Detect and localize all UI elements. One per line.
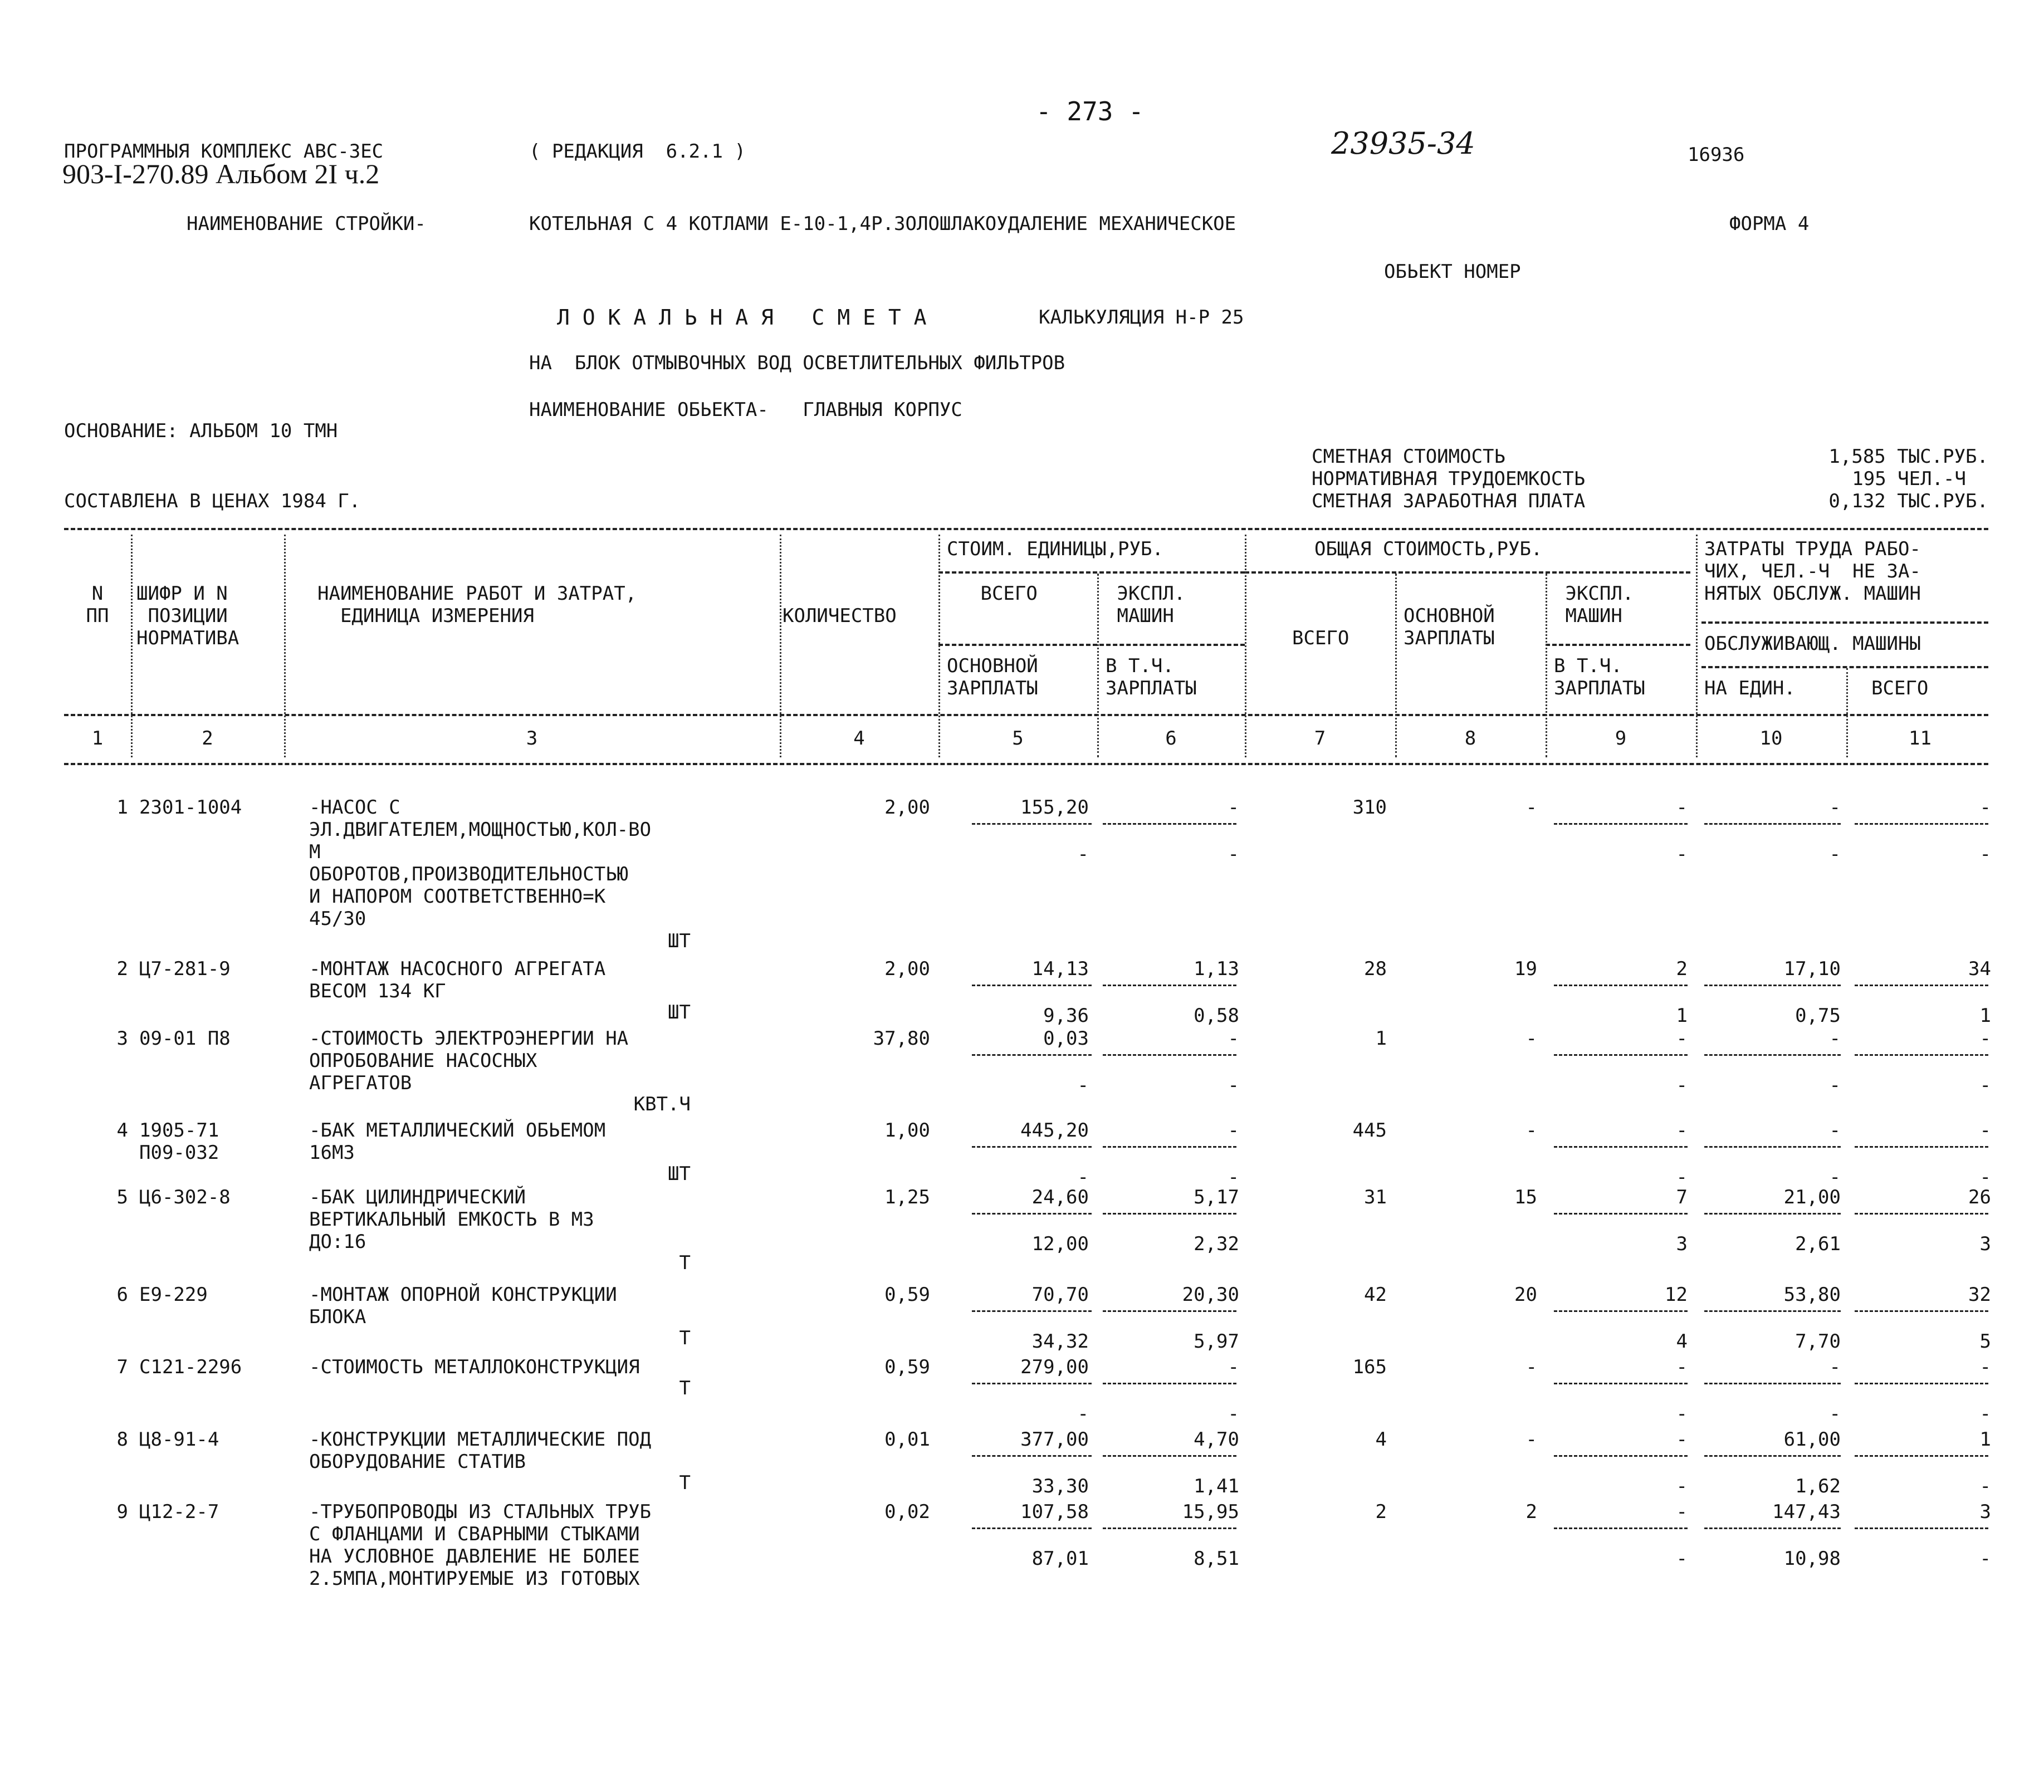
header-row-number: N ПП	[86, 582, 109, 627]
row-c8: 19	[1514, 958, 1537, 980]
row-unit: Т	[679, 1472, 691, 1494]
cell-underline	[1704, 1310, 1841, 1312]
row-c11b: 3	[1979, 1233, 1991, 1255]
row-c6: 1,13	[1194, 958, 1239, 980]
row-c7: 310	[1352, 796, 1387, 819]
row-unit: КВТ.Ч	[633, 1093, 691, 1115]
cell-underline	[1554, 1383, 1688, 1384]
cell-underline	[1855, 823, 1988, 825]
row-c5b: 9,36	[1043, 1005, 1089, 1027]
row-c11b: -	[1979, 843, 1991, 865]
row-c5b: 87,01	[1031, 1548, 1089, 1570]
row-number: 6	[116, 1284, 128, 1306]
row-number: 1	[116, 796, 128, 819]
row-unit: ШТ	[668, 930, 691, 952]
object-name: НАИМЕНОВАНИЕ ОБЬЕКТА- ГЛАВНЫЯ КОРПУС	[529, 399, 962, 421]
row-c5b: -	[1077, 1166, 1089, 1188]
row-c9b: -	[1676, 1548, 1688, 1570]
row-c9b: -	[1676, 1475, 1688, 1497]
document-id: 16936	[1688, 144, 1745, 166]
row-c6: 15,95	[1182, 1501, 1239, 1523]
row-c5: 445,20	[1020, 1119, 1089, 1142]
header-total-incl-wages: В Т.Ч. ЗАРПЛАТЫ	[1554, 655, 1645, 699]
cell-underline	[1554, 823, 1688, 825]
cell-underline	[1103, 1146, 1236, 1148]
row-c11b: -	[1979, 1475, 1991, 1497]
cell-underline	[1554, 1455, 1688, 1457]
row-code: Ц6-302-8	[139, 1186, 231, 1208]
row-c6b: -	[1228, 843, 1239, 865]
row-c5: 155,20	[1020, 796, 1089, 819]
row-c5b: -	[1077, 1074, 1089, 1096]
row-code: 09-01 П8	[139, 1027, 231, 1050]
row-c7: 42	[1364, 1284, 1387, 1306]
row-c11b: -	[1979, 1403, 1991, 1425]
table-top-rule	[64, 528, 1988, 530]
row-c7: 445	[1352, 1119, 1387, 1142]
header-labor-per-unit: НА ЕДИН.	[1704, 677, 1796, 699]
row-c10b: -	[1829, 1074, 1841, 1096]
row-c9: -	[1676, 1501, 1688, 1523]
row-c9: -	[1676, 796, 1688, 819]
row-c10b: 1,62	[1795, 1475, 1841, 1497]
header-unit-basic-wages: ОСНОВНОЙ ЗАРПЛАТЫ	[947, 655, 1038, 699]
row-c6: -	[1228, 796, 1239, 819]
cell-underline	[1704, 823, 1841, 825]
cell-underline	[1103, 1383, 1236, 1384]
row-work-name: -КОНСТРУКЦИИ МЕТАЛЛИЧЕСКИЕ ПОД ОБОРУДОВАНИЕ СТАТИВ	[309, 1428, 652, 1473]
cell-underline	[1855, 1213, 1988, 1215]
cell-underline	[1554, 1146, 1688, 1148]
row-c6: 5,17	[1194, 1186, 1239, 1208]
row-c7: 28	[1364, 958, 1387, 980]
row-c9: -	[1676, 1119, 1688, 1142]
row-c11: -	[1979, 796, 1991, 819]
header-total-basic-wages: ОСНОВНОЙ ЗАРПЛАТЫ	[1404, 605, 1495, 649]
row-c8: -	[1525, 1119, 1537, 1142]
row-c10: 53,80	[1783, 1284, 1841, 1306]
header-sub-rule	[938, 644, 1245, 646]
cell-underline	[972, 823, 1092, 825]
row-c10: 21,00	[1783, 1186, 1841, 1208]
row-quantity: 0,02	[884, 1501, 930, 1523]
row-c11b: -	[1979, 1074, 1991, 1096]
row-number: 5	[116, 1186, 128, 1208]
row-c5: 14,13	[1031, 958, 1089, 980]
row-c5b: -	[1077, 1403, 1089, 1425]
row-c10: -	[1829, 1119, 1841, 1142]
row-c11: -	[1979, 1356, 1991, 1378]
summary-value-wages: 0,132 ТЫС.РУБ.	[1828, 490, 1988, 512]
row-c9: 12	[1665, 1284, 1688, 1306]
column-separator	[1395, 574, 1397, 757]
row-c9: -	[1676, 1428, 1688, 1451]
row-c11: 3	[1979, 1501, 1991, 1523]
row-number: 4	[116, 1119, 128, 1142]
row-c9b: -	[1676, 1166, 1688, 1188]
row-c6b: 5,97	[1194, 1330, 1239, 1353]
row-quantity: 0,01	[884, 1428, 930, 1451]
row-c5: 0,03	[1043, 1027, 1089, 1050]
cell-underline	[1554, 1310, 1688, 1312]
cell-underline	[1704, 1455, 1841, 1457]
header-sub-rule	[1245, 571, 1690, 574]
summary-value-labor: 195 ЧЕЛ.-Ч	[1852, 468, 1966, 490]
row-code: Ц12-2-7	[139, 1501, 219, 1523]
column-number: 6	[1165, 727, 1177, 750]
row-c6b: -	[1228, 1166, 1239, 1188]
row-c8: 20	[1514, 1284, 1537, 1306]
cell-underline	[1855, 1455, 1988, 1457]
cell-underline	[1704, 1054, 1841, 1056]
row-work-name: -БАК МЕТАЛЛИЧЕСКИЙ ОБЬЕМОМ 16М3	[309, 1119, 606, 1164]
header-quantity: КОЛИЧЕСТВО	[783, 605, 897, 627]
header-total-machines: ЭКСПЛ. МАШИН	[1565, 582, 1634, 627]
header-work-name: НАИМЕНОВАНИЕ РАБОТ И ЗАТРАТ, ЕДИНИЦА ИЗМЕРЕНИЯ	[317, 582, 637, 627]
cell-underline	[1554, 1527, 1688, 1529]
row-c7: 4	[1375, 1428, 1387, 1451]
header-sub-rule	[1701, 666, 1988, 668]
row-c10b: 0,75	[1795, 1005, 1841, 1027]
column-number-rule	[64, 763, 1988, 765]
row-c10: 147,43	[1772, 1501, 1841, 1523]
row-c6: -	[1228, 1119, 1239, 1142]
row-unit: Т	[679, 1327, 691, 1349]
column-separator	[1846, 668, 1848, 757]
column-separator	[1097, 574, 1099, 757]
header-labor: ЗАТРАТЫ ТРУДА РАБО- ЧИХ, ЧЕЛ.-Ч НЕ ЗА- НЯТЫХ ОБСЛУЖ. МАШИН	[1704, 538, 1921, 605]
row-quantity: 0,59	[884, 1284, 930, 1306]
row-c8: 2	[1525, 1501, 1537, 1523]
object-number: ОБЬЕКТ НОМЕР	[1384, 261, 1521, 283]
row-c10: 17,10	[1783, 958, 1841, 980]
column-separator	[1696, 535, 1698, 757]
cell-underline	[972, 1054, 1092, 1056]
header-bottom-rule	[64, 714, 1988, 716]
row-c8: 15	[1514, 1186, 1537, 1208]
row-code: Ц8-91-4	[139, 1428, 219, 1451]
row-c9: -	[1676, 1027, 1688, 1050]
cell-underline	[1855, 1383, 1988, 1384]
document-title: Л О К А Л Ь Н А Я С М Е Т А	[557, 305, 927, 330]
row-unit: Т	[679, 1377, 691, 1399]
row-c9: 7	[1676, 1186, 1688, 1208]
cell-underline	[1704, 985, 1841, 986]
row-quantity: 2,00	[884, 796, 930, 819]
row-c10b: 2,61	[1795, 1233, 1841, 1255]
column-separator	[131, 535, 133, 757]
row-c8: -	[1525, 1027, 1537, 1050]
summary-label-cost: СМЕТНАЯ СТОИМОСТЬ	[1312, 445, 1505, 468]
header-sub-rule	[1546, 644, 1690, 646]
row-number: 9	[116, 1501, 128, 1523]
column-separator	[1546, 574, 1547, 757]
row-code: С121-2296	[139, 1356, 242, 1378]
row-c11b: 1	[1979, 1005, 1991, 1027]
header-labor-total: ВСЕГО	[1871, 677, 1929, 699]
cell-underline	[1103, 1213, 1236, 1215]
row-c6: -	[1228, 1356, 1239, 1378]
row-quantity: 1,00	[884, 1119, 930, 1142]
cell-underline	[1554, 1054, 1688, 1056]
revision: ( РЕДАКЦИЯ 6.2.1 )	[529, 140, 746, 163]
cell-underline	[1103, 1455, 1236, 1457]
column-number: 7	[1314, 727, 1326, 750]
page-number: - 273 -	[1036, 96, 1144, 126]
construction-name: КОТЕЛЬНАЯ С 4 КОТЛАМИ Е-10-1,4Р.ЗОЛОШЛАКОУДАЛЕНИЕ МЕХАНИЧЕСКОЕ	[529, 213, 1236, 235]
row-c11: -	[1979, 1027, 1991, 1050]
column-number: 2	[202, 727, 213, 750]
form-number: ФОРМА 4	[1729, 213, 1810, 235]
cell-underline	[972, 985, 1092, 986]
row-quantity: 0,59	[884, 1356, 930, 1378]
row-c6b: 0,58	[1194, 1005, 1239, 1027]
row-c6b: 2,32	[1194, 1233, 1239, 1255]
column-number: 8	[1464, 727, 1476, 750]
row-work-name: -СТОИМОСТЬ ЭЛЕКТРОЭНЕРГИИ НА ОПРОБОВАНИЕ НАСОСНЫХ АГРЕГАТОВ	[309, 1027, 629, 1094]
estimate-basis: ОСНОВАНИЕ: АЛЬБОМ 10 ТМН	[64, 420, 338, 442]
header-unit-cost: СТОИМ. ЕДИНИЦЫ,РУБ.	[947, 538, 1163, 560]
column-number: 9	[1615, 727, 1627, 750]
row-c11: 32	[1968, 1284, 1991, 1306]
row-c10: -	[1829, 1027, 1841, 1050]
cell-underline	[1855, 1310, 1988, 1312]
header-unit-incl-wages: В Т.Ч. ЗАРПЛАТЫ	[1106, 655, 1197, 699]
row-c6: 4,70	[1194, 1428, 1239, 1451]
row-c5: 24,60	[1031, 1186, 1089, 1208]
column-number: 5	[1012, 727, 1024, 750]
row-c11: 1	[1979, 1428, 1991, 1451]
row-number: 8	[116, 1428, 128, 1451]
header-sub-rule	[1701, 621, 1988, 624]
row-c10b: 10,98	[1783, 1548, 1841, 1570]
row-work-name: -НАСОС С ЭЛ.ДВИГАТЕЛЕМ,МОЩНОСТЬЮ,КОЛ-ВО М ОБОРОТОВ,ПРОИЗВОДИТЕЛЬНОСТЬЮ И НАПОРОМ СООТВЕТСТВЕННО=К 45/30	[309, 796, 652, 930]
program-name: ПРОГРАММНЫЯ КОМПЛЕКС АВС-3ЕС	[64, 140, 384, 163]
cell-underline	[1855, 1146, 1988, 1148]
row-c5: 279,00	[1020, 1356, 1089, 1378]
cell-underline	[972, 1383, 1092, 1384]
row-c6b: -	[1228, 1074, 1239, 1096]
row-c6b: 1,41	[1194, 1475, 1239, 1497]
row-work-name: -МОНТАЖ НАСОСНОГО АГРЕГАТА ВЕСОМ 134 КГ	[309, 958, 606, 1002]
row-c8: -	[1525, 1428, 1537, 1451]
row-c6: -	[1228, 1027, 1239, 1050]
row-work-name: -БАК ЦИЛИНДРИЧЕСКИЙ ВЕРТИКАЛЬНЫЙ ЕМКОСТЬ В М3 ДО:16	[309, 1186, 594, 1253]
column-number: 11	[1909, 727, 1931, 750]
row-number: 3	[116, 1027, 128, 1050]
cell-underline	[1103, 985, 1236, 986]
cell-underline	[972, 1310, 1092, 1312]
header-total-all: ВСЕГО	[1292, 627, 1349, 649]
estimate-subject: НА БЛОК ОТМЫВОЧНЫХ ВОД ОСВЕТЛИТЕЛЬНЫХ ФИЛЬТРОВ	[529, 352, 1065, 374]
row-c9b: 3	[1676, 1233, 1688, 1255]
row-c9b: 1	[1676, 1005, 1688, 1027]
header-code: ШИФР И N ПОЗИЦИИ НОРМАТИВА	[136, 582, 239, 649]
column-separator	[780, 535, 781, 757]
cell-underline	[1704, 1383, 1841, 1384]
calculation-number: КАЛЬКУЛЯЦИЯ Н-Р 25	[1039, 306, 1244, 329]
column-number: 1	[91, 727, 104, 750]
album-reference: 903-I-270.89 Альбом 2I ч.2	[62, 158, 380, 189]
row-c10b: -	[1829, 843, 1841, 865]
row-c7: 1	[1375, 1027, 1387, 1050]
row-c11b: 5	[1979, 1330, 1991, 1353]
header-sub-rule	[938, 571, 1245, 574]
row-code: Е9-229	[139, 1284, 208, 1306]
summary-label-labor: НОРМАТИВНАЯ ТРУДОЕМКОСТЬ	[1312, 468, 1586, 490]
row-c10: -	[1829, 796, 1841, 819]
row-c5b: -	[1077, 843, 1089, 865]
row-c10: 61,00	[1783, 1428, 1841, 1451]
row-quantity: 37,80	[873, 1027, 930, 1050]
column-number: 3	[526, 727, 538, 750]
row-code: 2301-1004	[139, 796, 242, 819]
row-c9: -	[1676, 1356, 1688, 1378]
handwritten-code: 23935-34	[1331, 126, 1475, 161]
row-number: 2	[116, 958, 128, 980]
row-c5b: 33,30	[1031, 1475, 1089, 1497]
header-labor-machines: ОБСЛУЖИВАЮЩ. МАШИНЫ	[1704, 633, 1921, 655]
price-level: СОСТАВЛЕНА В ЦЕНАХ 1984 Г.	[64, 490, 361, 512]
row-c9b: -	[1676, 1403, 1688, 1425]
cell-underline	[1855, 1054, 1988, 1056]
construction-label: НАИМЕНОВАНИЕ СТРОЙКИ-	[187, 213, 426, 235]
row-c11: -	[1979, 1119, 1991, 1142]
cell-underline	[1704, 1213, 1841, 1215]
row-c10b: -	[1829, 1166, 1841, 1188]
row-c8: -	[1525, 796, 1537, 819]
row-c5: 377,00	[1020, 1428, 1089, 1451]
row-c11: 26	[1968, 1186, 1991, 1208]
row-quantity: 2,00	[884, 958, 930, 980]
cell-underline	[1704, 1527, 1841, 1529]
cell-underline	[1103, 1054, 1236, 1056]
row-c9: 2	[1676, 958, 1688, 980]
column-number: 10	[1759, 727, 1783, 750]
cell-underline	[1554, 985, 1688, 986]
row-c5b: 12,00	[1031, 1233, 1089, 1255]
cell-underline	[1103, 1527, 1236, 1529]
summary-value-cost: 1,585 ТЫС.РУБ.	[1828, 445, 1988, 468]
cell-underline	[972, 1146, 1092, 1148]
header-unit-machines: ЭКСПЛ. МАШИН	[1117, 582, 1186, 627]
row-c5b: 34,32	[1031, 1330, 1089, 1353]
row-c7: 165	[1352, 1356, 1387, 1378]
cell-underline	[1855, 1527, 1988, 1529]
cell-underline	[1704, 1146, 1841, 1148]
cell-underline	[972, 1213, 1092, 1215]
row-c10: -	[1829, 1356, 1841, 1378]
column-separator	[938, 535, 940, 757]
row-unit: ШТ	[668, 1001, 691, 1024]
summary-label-wages: СМЕТНАЯ ЗАРАБОТНАЯ ПЛАТА	[1312, 490, 1586, 512]
row-c6b: -	[1228, 1403, 1239, 1425]
row-code: Ц7-281-9	[139, 958, 231, 980]
column-separator	[284, 535, 286, 757]
row-c7: 31	[1364, 1186, 1387, 1208]
row-c11b: -	[1979, 1166, 1991, 1188]
cell-underline	[972, 1527, 1092, 1529]
cell-underline	[1554, 1213, 1688, 1215]
row-work-name: -СТОИМОСТЬ МЕТАЛЛОКОНСТРУКЦИЯ	[309, 1356, 640, 1378]
header-total-cost: ОБЩАЯ СТОИМОСТЬ,РУБ.	[1314, 538, 1543, 560]
row-c5: 70,70	[1031, 1284, 1089, 1306]
cell-underline	[972, 1455, 1092, 1457]
row-work-name: -МОНТАЖ ОПОРНОЙ КОНСТРУКЦИИ БЛОКА	[309, 1284, 617, 1328]
row-c7: 2	[1375, 1501, 1387, 1523]
column-number: 4	[853, 727, 865, 750]
row-c10b: -	[1829, 1403, 1841, 1425]
row-c6b: 8,51	[1194, 1548, 1239, 1570]
row-c9b: -	[1676, 843, 1688, 865]
row-c8: -	[1525, 1356, 1537, 1378]
row-unit: Т	[679, 1252, 691, 1274]
cell-underline	[1855, 985, 1988, 986]
column-separator	[1245, 535, 1246, 757]
cell-underline	[1103, 823, 1236, 825]
row-c9b: -	[1676, 1074, 1688, 1096]
cell-underline	[1103, 1310, 1236, 1312]
header-unit-total: ВСЕГО	[969, 582, 1038, 605]
row-unit: ШТ	[668, 1163, 691, 1185]
row-c6: 20,30	[1182, 1284, 1239, 1306]
row-work-name: -ТРУБОПРОВОДЫ ИЗ СТАЛЬНЫХ ТРУБ С ФЛАНЦАМИ И СВАРНЫМИ СТЫКАМИ НА УСЛОВНОЕ ДАВЛЕНИЕ НЕ БОЛЕЕ 2.5МПА,МОНТИРУЕМЫЕ ИЗ ГОТОВЫХ	[309, 1501, 652, 1590]
row-number: 7	[116, 1356, 128, 1378]
row-c5: 107,58	[1020, 1501, 1089, 1523]
row-c10b: 7,70	[1795, 1330, 1841, 1353]
row-c11b: -	[1979, 1548, 1991, 1570]
row-c11: 34	[1968, 958, 1991, 980]
row-quantity: 1,25	[884, 1186, 930, 1208]
row-code: 1905-71 П09-032	[139, 1119, 219, 1164]
row-c9b: 4	[1676, 1330, 1688, 1353]
